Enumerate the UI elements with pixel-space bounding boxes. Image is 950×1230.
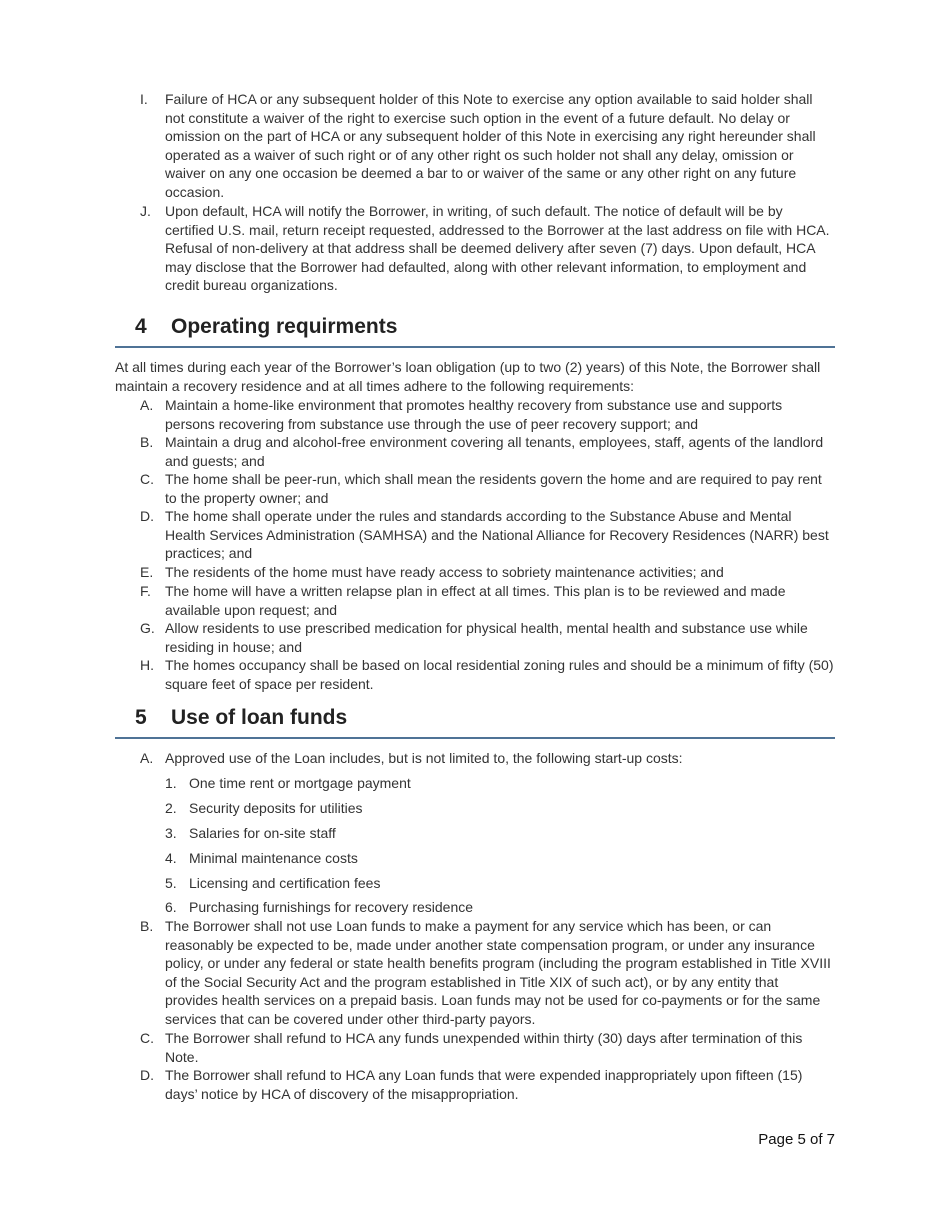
list-marker: C. bbox=[140, 1030, 154, 1046]
list-item-b bbox=[140, 433, 835, 470]
sub-item-3 bbox=[165, 824, 829, 843]
list-item-text: The home shall be peer-run, which shall mean the residents govern the home and are required to pay rent to the property owner; and bbox=[165, 471, 822, 506]
sub-item-text: Security deposits for utilities bbox=[189, 800, 363, 816]
list-marker: E. bbox=[140, 564, 154, 580]
list-item-c bbox=[140, 1029, 835, 1066]
list-item-text: The home will have a written relapse plan in effect at all times. This plan is to be reviewed and made available upon request; and bbox=[165, 583, 786, 618]
list-item-text: Maintain a drug and alcohol-free environment covering all tenants, employees, staff, agents of the landlord and guests; and bbox=[165, 434, 824, 469]
sub-item-text: One time rent or mortgage payment bbox=[189, 775, 411, 791]
list-marker: G. bbox=[140, 620, 155, 636]
list-item-text: Upon default, HCA will notify the Borrower, in writing, of such default. The notice of default will be by certified U.S. mail, return receipt requested, addressed to the Borrower at the last address on file with HCA. Refusal of non-delivery at that address shall be deemed delivery after seven (7) days. Upon default, HCA may disclose that the Borrower had defaulted, along with other relevant information, to employment and credit bureau organizations. bbox=[165, 203, 830, 294]
section-4-intro: At all times during each year of the Borrower’s loan obligation (up to two (2) years) of this Note, the Borrower shall maintain a recovery residence and at all times adhere to the following requirements: bbox=[115, 359, 821, 394]
list-item-text: The Borrower shall refund to HCA any Loan funds that were expended inappropriately upon fifteen (15) days’ notice by HCA of discovery of the misappropriation. bbox=[165, 1067, 803, 1102]
list-item-text: The Borrower shall not use Loan funds to make a payment for any service which has been, or can reasonably be expected to be, made under another state compensation program, or under any insurance policy, or under any federal or state health benefits program (including the program established in Title XVIII of the Social Security Act and the program established in Title XIX of such act), or by any entity that provides health services on a prepaid basis. Loan funds may not be used for co-payments or for the same services that can be covered under other third-party payors. bbox=[165, 918, 831, 1027]
sub-marker: 6. bbox=[165, 899, 177, 915]
list-marker: H. bbox=[140, 657, 154, 673]
sub-item-text: Licensing and certification fees bbox=[189, 875, 381, 891]
sub-marker: 4. bbox=[165, 850, 177, 866]
sub-item-5 bbox=[165, 874, 829, 893]
list-item-text: Allow residents to use prescribed medication for physical health, mental health and substance use while residing in house; and bbox=[165, 620, 808, 655]
list-item-j bbox=[140, 202, 835, 295]
list-marker: C. bbox=[140, 471, 154, 487]
list-marker: A. bbox=[140, 397, 154, 413]
list-item-text: The homes occupancy shall be based on local residential zoning rules and should be a minimum of fifty (50) square feet of space per resident. bbox=[165, 657, 834, 692]
list-marker: D. bbox=[140, 1067, 154, 1083]
section-title: Operating requirments bbox=[171, 315, 398, 338]
list-item-c bbox=[140, 470, 835, 507]
page-number: Page 5 of 7 bbox=[758, 1131, 835, 1148]
list-item-text: Approved use of the Loan includes, but is not limited to, the following start-up costs: bbox=[165, 750, 683, 766]
sub-marker: 1. bbox=[165, 775, 177, 791]
list-item-text: The residents of the home must have ready access to sobriety maintenance activities; and bbox=[165, 564, 724, 580]
list-item-text: The Borrower shall refund to HCA any funds unexpended within thirty (30) days after termination of this Note. bbox=[165, 1030, 803, 1065]
list-item-d bbox=[140, 507, 835, 563]
list-item-text: Maintain a home-like environment that promotes healthy recovery from substance use and supports persons recovering from substance use through the use of peer recovery support; and bbox=[165, 397, 783, 432]
sub-marker: 2. bbox=[165, 800, 177, 816]
sub-item-6 bbox=[165, 898, 829, 917]
sub-item-text: Minimal maintenance costs bbox=[189, 850, 358, 866]
section-4-heading bbox=[115, 315, 835, 348]
list-item-text: The home shall operate under the rules and standards according to the Substance Abuse and Mental Health Services Administration (SAMHSA) and the National Alliance for Recovery Residences (NARR) best practices; and bbox=[165, 508, 829, 562]
sub-marker: 3. bbox=[165, 825, 177, 841]
list-item-h bbox=[140, 656, 835, 693]
sub-item-1 bbox=[165, 774, 829, 793]
list-item-b bbox=[140, 917, 835, 1029]
section-title: Use of loan funds bbox=[171, 706, 348, 729]
list-marker: A. bbox=[140, 750, 154, 766]
list-marker: B. bbox=[140, 434, 154, 450]
sub-item-text: Purchasing furnishings for recovery residence bbox=[189, 899, 474, 915]
list-item-e bbox=[140, 563, 835, 582]
sub-item-4 bbox=[165, 849, 829, 868]
list-item-g bbox=[140, 619, 835, 656]
list-marker: I. bbox=[140, 91, 148, 107]
list-item-i bbox=[140, 90, 835, 202]
list-item-text: Failure of HCA or any subsequent holder of this Note to exercise any option available to said holder shall not constitute a waiver of the right to exercise such option in the event of a future default. No delay or omission on the part of HCA or any subsequent holder of this Note in exercising any right hereunder shall operated as a waiver of such right or of any other right os such holder not shall any delay, omission or waiver on any one occasion be deemed a bar to or waiver of the same or any other right on any future occasion. bbox=[165, 91, 816, 200]
list-marker: B. bbox=[140, 918, 154, 934]
section-5-heading bbox=[115, 706, 835, 739]
list-item-a bbox=[140, 749, 835, 768]
list-item-a bbox=[140, 396, 835, 433]
list-item-f bbox=[140, 582, 835, 619]
list-item-d bbox=[140, 1066, 835, 1103]
list-marker: F. bbox=[140, 583, 151, 599]
sub-item-text: Salaries for on-site staff bbox=[189, 825, 336, 841]
list-marker: D. bbox=[140, 508, 154, 524]
section-number: 5 bbox=[135, 706, 147, 729]
section-number: 4 bbox=[135, 315, 147, 338]
sub-item-2 bbox=[165, 799, 829, 818]
list-marker: J. bbox=[140, 203, 151, 219]
sub-marker: 5. bbox=[165, 875, 177, 891]
